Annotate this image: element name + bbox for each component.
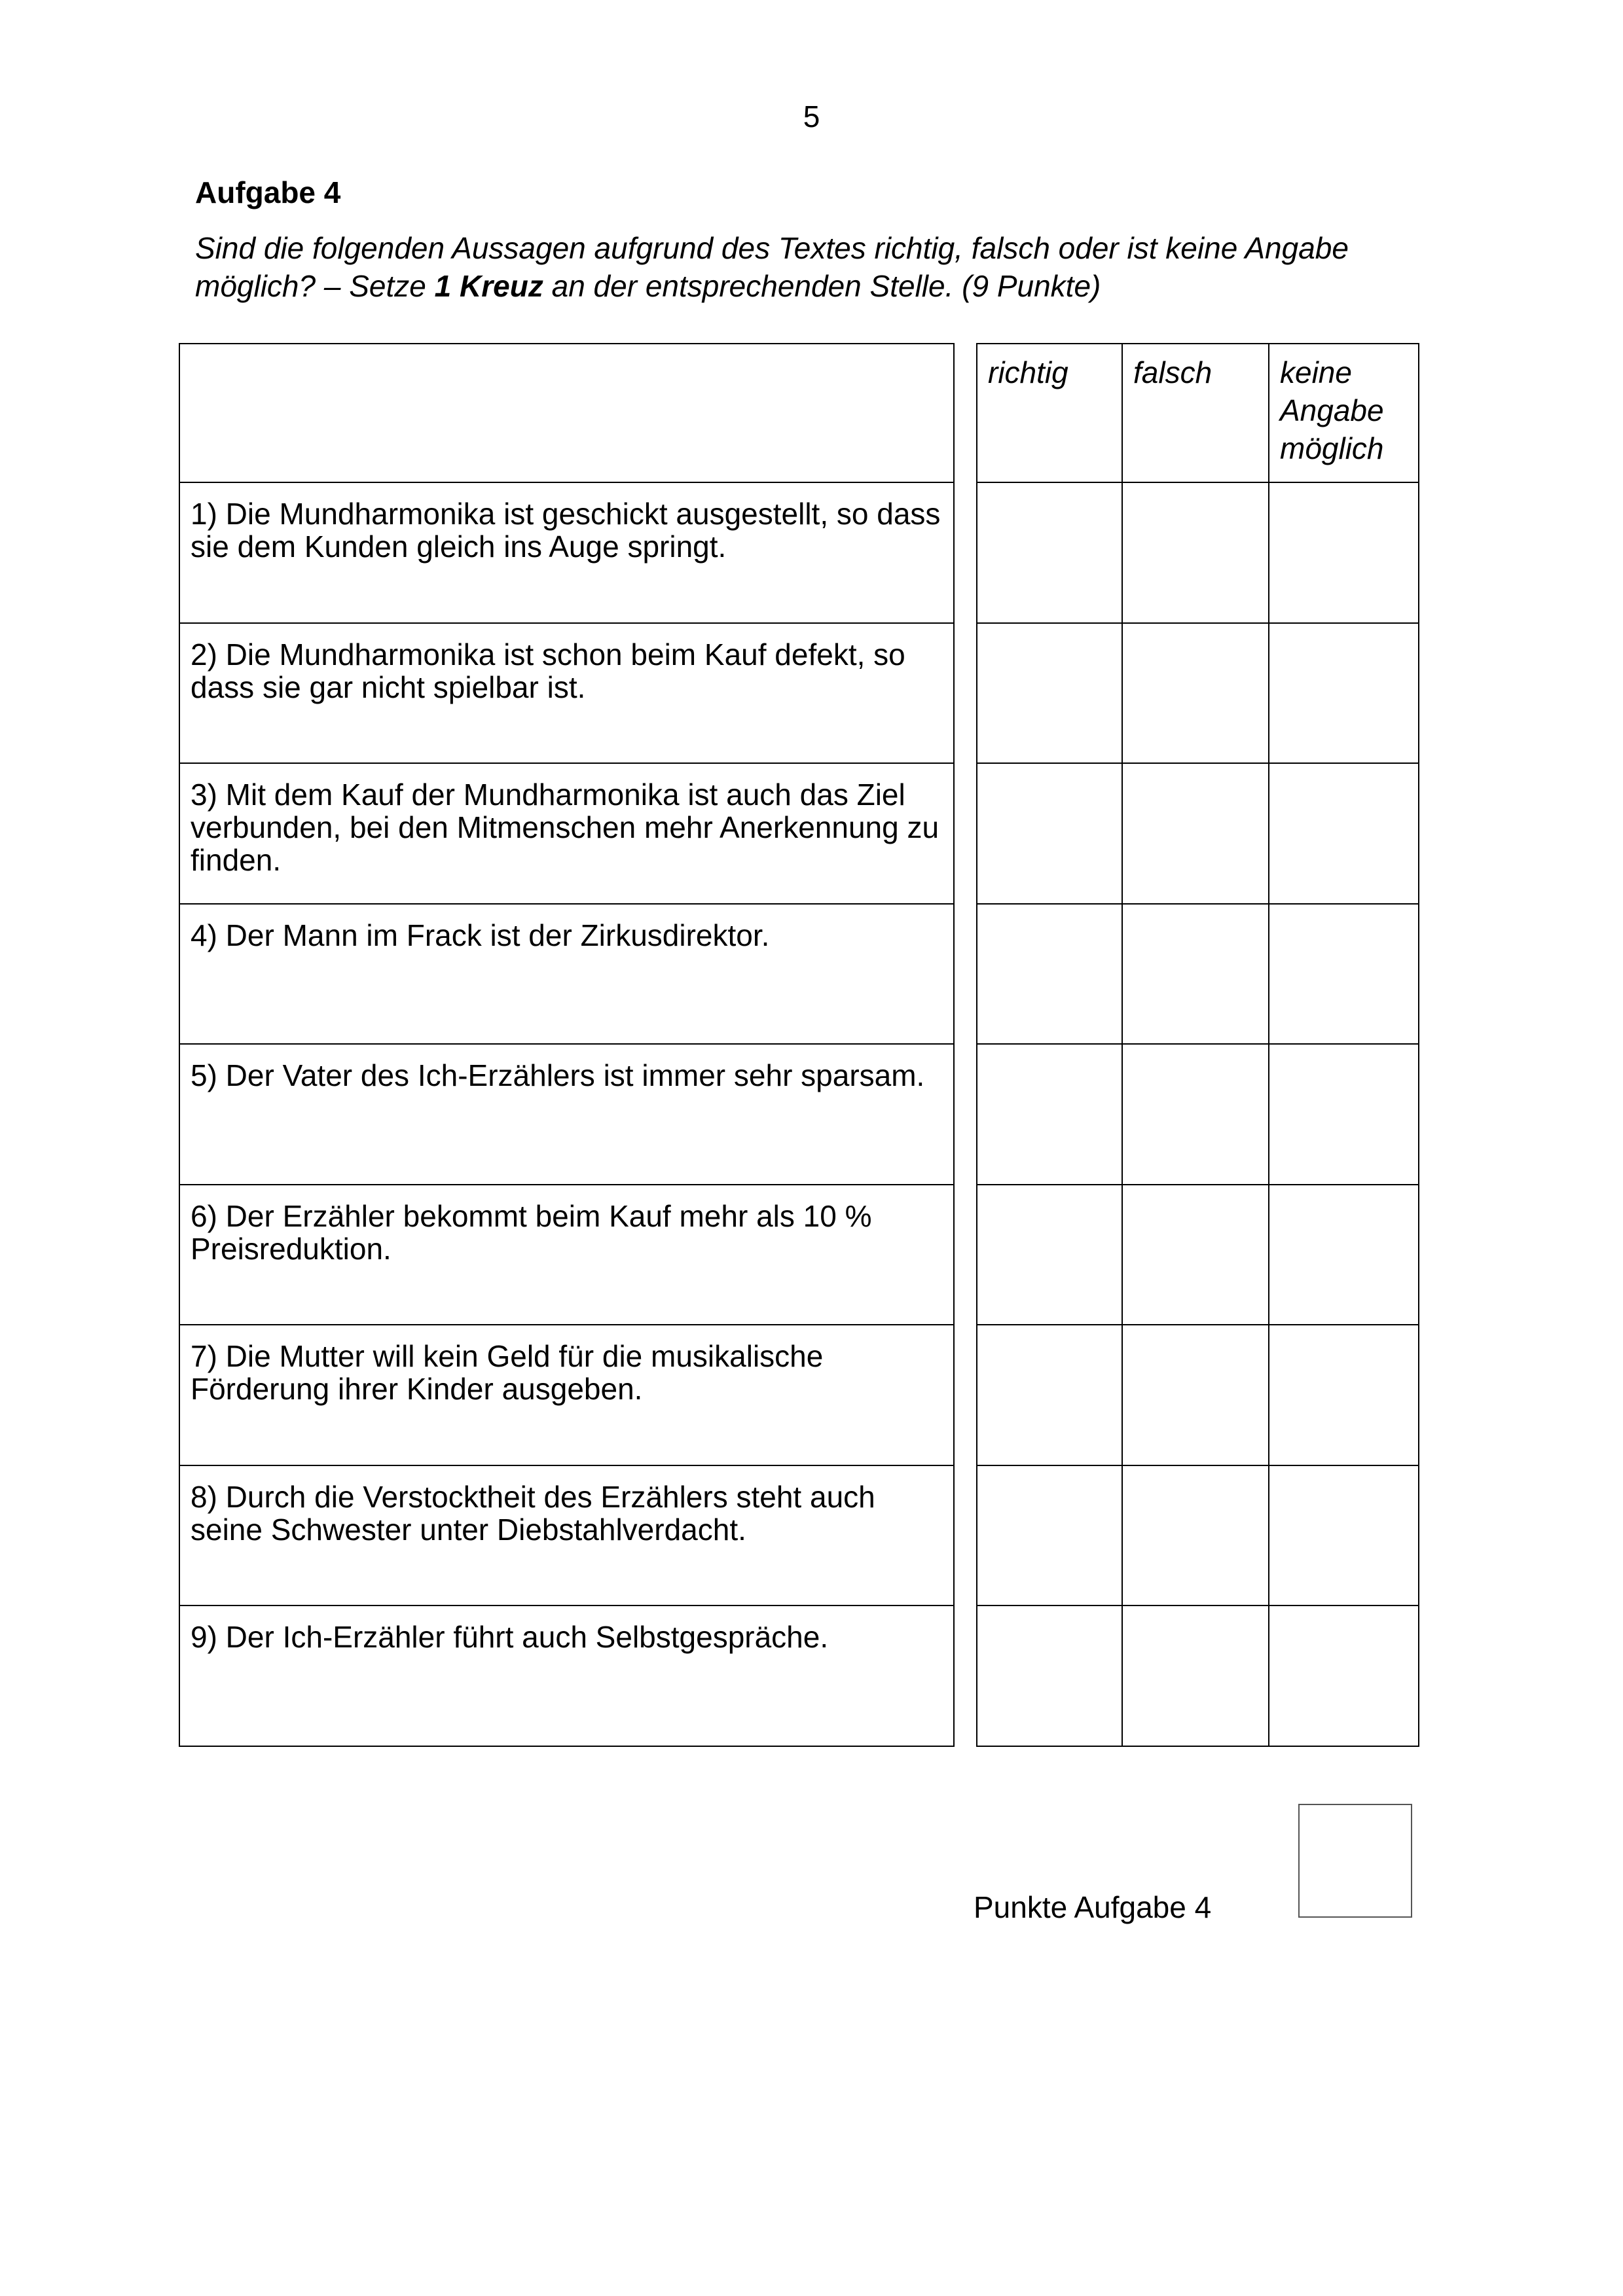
statement-row-5 xyxy=(179,1044,954,1185)
answer-cell-keine-angabe[interactable] xyxy=(1269,1465,1419,1606)
statement-9: 9) Der Ich-Erzähler führt auch Selbstgespräche. xyxy=(179,1605,954,1746)
answer-cell-falsch[interactable] xyxy=(1122,1605,1269,1746)
answer-cell-richtig[interactable] xyxy=(977,1325,1122,1465)
statement-6: 6) Der Erzähler bekommt beim Kauf mehr als 10 % Preisreduktion. xyxy=(179,1185,954,1325)
instruction-emphasis: 1 Kreuz xyxy=(434,269,543,303)
answer-cell-richtig[interactable] xyxy=(977,763,1122,904)
answer-cell-keine-angabe[interactable] xyxy=(1269,623,1419,764)
answer-row-9 xyxy=(977,1605,1419,1746)
answer-row-2 xyxy=(977,623,1419,764)
answer-cell-falsch[interactable] xyxy=(1122,1465,1269,1606)
answer-cell-falsch[interactable] xyxy=(1122,482,1269,623)
answer-cell-richtig[interactable] xyxy=(977,1044,1122,1185)
task-title: Aufgabe 4 xyxy=(195,175,341,209)
statements-table xyxy=(179,343,955,1747)
answer-row-7 xyxy=(977,1325,1419,1465)
column-header-falsch: falsch xyxy=(1122,344,1269,482)
statement-4: 4) Der Mann im Frack ist der Zirkusdirektor. xyxy=(179,904,954,1045)
answer-cell-keine-angabe[interactable] xyxy=(1269,1044,1419,1185)
instruction-text-2: an der entsprechenden Stelle. (9 Punkte) xyxy=(543,269,1101,303)
answer-cell-richtig[interactable] xyxy=(977,904,1122,1045)
answer-row-5 xyxy=(977,1044,1419,1185)
answer-row-6 xyxy=(977,1185,1419,1325)
statement-row-8 xyxy=(179,1465,954,1606)
answer-row-3 xyxy=(977,763,1419,904)
column-header-richtig: richtig xyxy=(977,344,1122,482)
statement-row-6 xyxy=(179,1185,954,1325)
answer-cell-keine-angabe[interactable] xyxy=(1269,1185,1419,1325)
answers-header-row xyxy=(977,344,1419,482)
score-box[interactable] xyxy=(1298,1804,1412,1918)
statement-2: 2) Die Mundharmonika ist schon beim Kauf defekt, so dass sie gar nicht spielbar ist. xyxy=(179,623,954,764)
answer-cell-keine-angabe[interactable] xyxy=(1269,904,1419,1045)
task-instructions xyxy=(195,229,1374,305)
statement-5: 5) Der Vater des Ich-Erzählers ist immer sehr sparsam. xyxy=(179,1044,954,1185)
statements-header-row xyxy=(179,344,954,482)
statement-row-7 xyxy=(179,1325,954,1465)
instruction-text-1: Sind die folgenden Aussagen aufgrund des Textes richtig, falsch oder ist keine Angabe möglich? – Setze xyxy=(195,231,1349,303)
answer-cell-keine-angabe[interactable] xyxy=(1269,1325,1419,1465)
answer-cell-richtig[interactable] xyxy=(977,1605,1122,1746)
column-header-keine-angabe: keine Angabe möglich xyxy=(1269,344,1419,482)
answer-cell-richtig[interactable] xyxy=(977,623,1122,764)
answer-cell-keine-angabe[interactable] xyxy=(1269,482,1419,623)
answer-cell-richtig[interactable] xyxy=(977,1465,1122,1606)
answer-cell-falsch[interactable] xyxy=(1122,1185,1269,1325)
answers-table xyxy=(976,343,1419,1747)
score-label: Punkte Aufgabe 4 xyxy=(974,1890,1212,1924)
answer-cell-falsch[interactable] xyxy=(1122,763,1269,904)
answer-row-4 xyxy=(977,904,1419,1045)
answer-cell-falsch[interactable] xyxy=(1122,904,1269,1045)
statement-7: 7) Die Mutter will kein Geld für die musikalische Förderung ihrer Kinder ausgeben. xyxy=(179,1325,954,1465)
statement-8: 8) Durch die Verstocktheit des Erzählers steht auch seine Schwester unter Diebstahlverdacht. xyxy=(179,1465,954,1606)
statement-row-9 xyxy=(179,1605,954,1746)
answer-cell-falsch[interactable] xyxy=(1122,623,1269,764)
answer-cell-richtig[interactable] xyxy=(977,1185,1122,1325)
statement-row-1 xyxy=(179,482,954,623)
statement-row-2 xyxy=(179,623,954,764)
statements-header-cell xyxy=(179,344,954,482)
statement-1: 1) Die Mundharmonika ist geschickt ausgestellt, so dass sie dem Kunden gleich ins Auge springt. xyxy=(179,482,954,623)
statement-3: 3) Mit dem Kauf der Mundharmonika ist auch das Ziel verbunden, bei den Mitmenschen mehr Anerkennung zu finden. xyxy=(179,763,954,904)
answer-cell-falsch[interactable] xyxy=(1122,1044,1269,1185)
statement-row-4 xyxy=(179,904,954,1045)
answer-cell-falsch[interactable] xyxy=(1122,1325,1269,1465)
statement-row-3 xyxy=(179,763,954,904)
answer-cell-richtig[interactable] xyxy=(977,482,1122,623)
answer-cell-keine-angabe[interactable] xyxy=(1269,763,1419,904)
answer-row-1 xyxy=(977,482,1419,623)
page-number: 5 xyxy=(803,99,820,134)
answer-row-8 xyxy=(977,1465,1419,1606)
answer-cell-keine-angabe[interactable] xyxy=(1269,1605,1419,1746)
